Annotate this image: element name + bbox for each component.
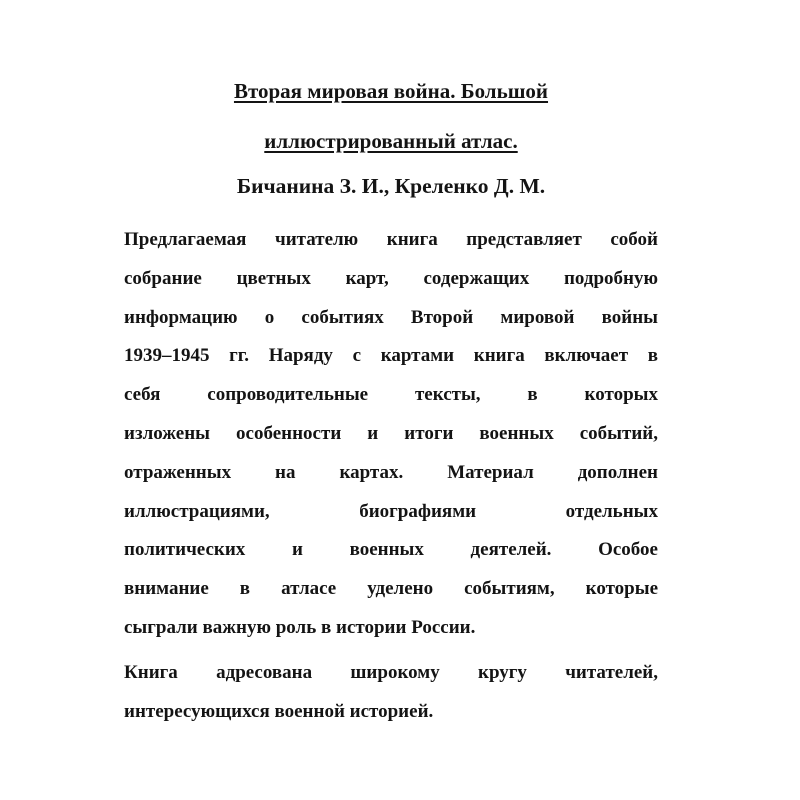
book-title-line-1: Вторая мировая война. Большой — [233, 79, 549, 103]
description-line: собрание цветных карт, содержащих подробную — [124, 267, 658, 289]
description-line: сыграли важную роль в истории России. — [124, 616, 476, 638]
description-line: иллюстрациями, биографиями отдельных — [124, 500, 658, 522]
description-paragraph — [124, 221, 658, 648]
book-title — [124, 66, 658, 166]
description-line: информацию о событиях Второй мировой войны — [124, 306, 658, 328]
description-line: отраженных на картах. Материал дополнен — [124, 461, 658, 483]
description-line: политических и военных деятелей. Особое — [124, 539, 658, 561]
document-page — [124, 66, 658, 731]
audience-paragraph — [124, 654, 658, 732]
book-authors: Бичанина З. И., Креленко Д. М. — [236, 174, 546, 198]
book-title-line-2: иллюстрированный атлас. — [264, 129, 518, 153]
audience-line: Книга адресована широкому кругу читателей, — [124, 661, 658, 683]
description-line: 1939–1945 гг. Наряду с картами книга включает в — [124, 345, 658, 367]
description-line: изложены особенности и итоги военных событий, — [124, 422, 658, 444]
description-line: себя сопроводительные тексты, в которых — [124, 384, 658, 406]
description-line: Предлагаемая читателю книга представляет собой — [124, 229, 658, 250]
audience-line: интересующихся военной историей. — [124, 700, 434, 722]
description-line: внимание в атласе уделено событиям, которые — [124, 578, 658, 600]
